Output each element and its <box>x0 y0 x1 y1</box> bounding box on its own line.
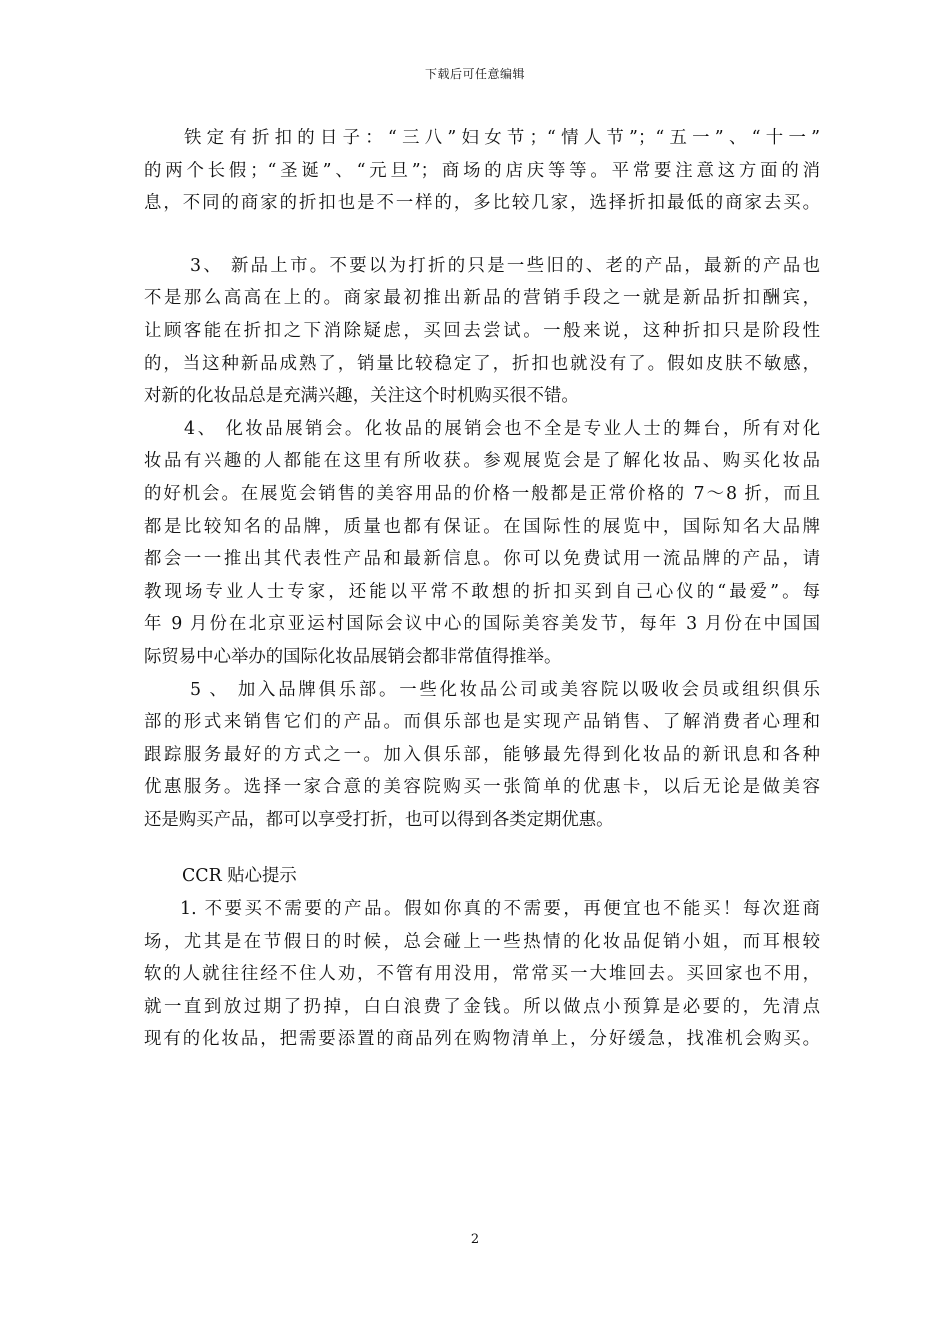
text-line: 的好机会。在展览会销售的美容用品的价格一般都是正常价格的 7～8 折，而且 <box>144 483 820 504</box>
intro-paragraph <box>144 122 820 220</box>
text-line: 对新的化妆品总是充满兴趣，关注这个时机购买很不错。 <box>144 386 579 407</box>
tips-title: CCR 贴心提示 <box>182 866 297 887</box>
text-line: 让顾客能在折扣之下消除疑虑，买回去尝试。一般来说，这种折扣只是阶段性 <box>144 320 820 341</box>
section-5-paragraph <box>144 674 820 837</box>
text-line: 妆品有兴趣的人都能在这里有所收获。参观展览会是了解化妆品、购买化妆品 <box>144 451 820 472</box>
text-line: 的两个长假；“圣诞”、“元旦”；商场的店庆等等。平常要注意这方面的消 <box>144 160 820 181</box>
text-line: 现有的化妆品，把需要添置的商品列在购物清单上，分好缓急，找准机会购买。 <box>144 1029 820 1050</box>
text-line: 跟踪服务最好的方式之一。加入俱乐部，能够最先得到化妆品的新讯息和各种 <box>144 744 820 765</box>
text-line: 4、 化妆品展销会。化妆品的展销会也不全是专业人士的舞台，所有对化 <box>184 418 820 439</box>
text-line: 软的人就往往经不住人劝，不管有用没用，常常买一大堆回去。买回家也不用， <box>144 964 820 985</box>
text-line: 1. 不要买不需要的产品。假如你真的不需要，再便宜也不能买！每次逛商 <box>180 899 820 920</box>
text-line: 场，尤其是在节假日的时候，总会碰上一些热情的化妆品促销小姐，而耳根较 <box>144 931 820 952</box>
text-line: 息，不同的商家的折扣也是不一样的，多比较几家，选择折扣最低的商家去买。 <box>144 193 820 214</box>
text-line: 教现场专业人士专家，还能以平常不敢想的折扣买到自己心仪的“最爱”。每 <box>144 581 820 602</box>
text-line: 际贸易中心举办的国际化妆品展销会都非常值得推举。 <box>144 646 562 667</box>
text-line: 不是那么高高在上的。商家最初推出新品的营销手段之一就是新品折扣酬宾， <box>144 288 820 309</box>
text-line: 还是购买产品，都可以享受打折，也可以得到各类定期优惠。 <box>144 809 614 830</box>
text-line: 的，当这种新品成熟了，销量比较稳定了，折扣也就没有了。假如皮肤不敏感， <box>144 353 820 374</box>
section-3-paragraph <box>144 250 820 413</box>
tips-section <box>144 860 820 1056</box>
section-4-paragraph <box>144 413 820 674</box>
page-number: 2 <box>470 1232 480 1247</box>
text-line: 就一直到放过期了扔掉，白白浪费了金钱。所以做点小预算是必要的，先清点 <box>144 996 820 1017</box>
text-line: 优惠服务。选择一家合意的美容院购买一张简单的优惠卡，以后无论是做美容 <box>144 777 820 798</box>
text-line: 都是比较知名的品牌，质量也都有保证。在国际性的展览中，国际知名大品牌 <box>144 516 820 537</box>
text-line: 部的形式来销售它们的产品。而俱乐部也是实现产品销售、了解消费者心理和 <box>144 712 820 733</box>
document-body <box>144 122 820 1056</box>
text-line: 5 、 加入品牌俱乐部。一些化妆品公司或美容院以吸收会员或组织俱乐 <box>190 679 820 700</box>
page-header: 下载后可任意编辑 <box>424 67 525 81</box>
text-line: 3、 新品上市。不要以为打折的只是一些旧的、老的产品，最新的产品也 <box>190 255 820 276</box>
text-line: 都会一一推出其代表性产品和最新信息。你可以免费试用一流品牌的产品，请 <box>144 549 820 570</box>
text-line: 年 9 月份在北京亚运村国际会议中心的国际美容美发节，每年 3 月份在中国国 <box>144 614 820 635</box>
text-line: 铁定有折扣的日子：“三八”妇女节；“情人节”；“五一”、“十一” <box>184 128 820 148</box>
